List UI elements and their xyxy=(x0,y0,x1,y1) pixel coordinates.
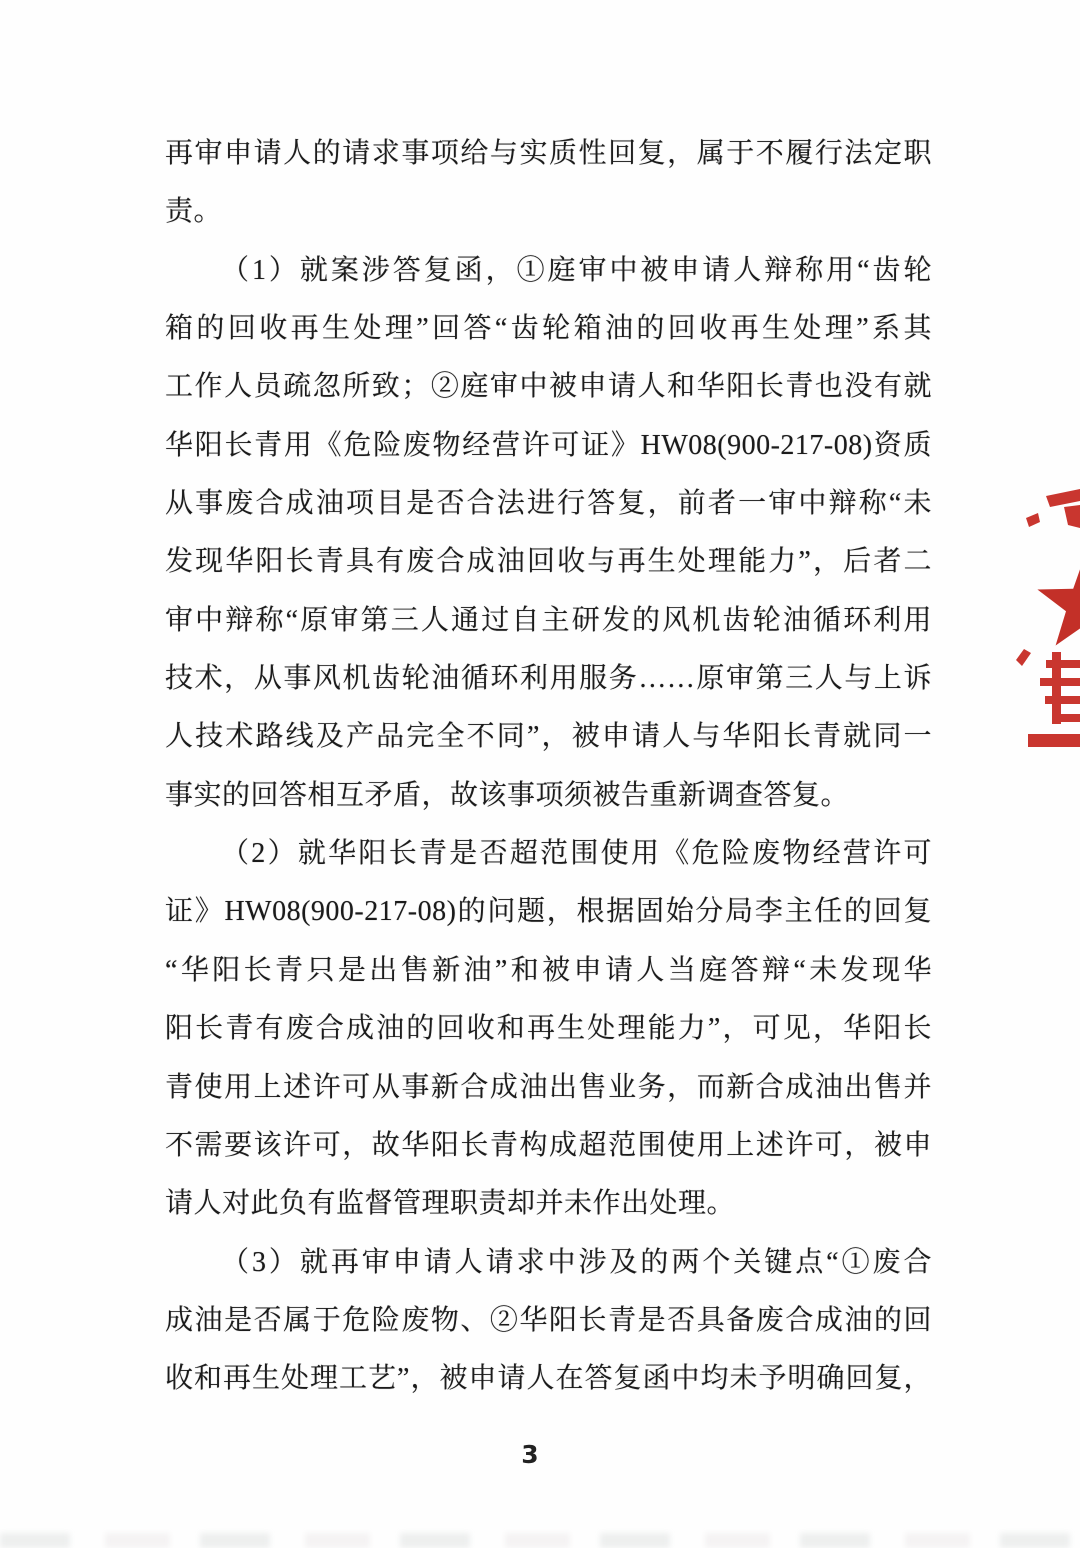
document-line: 人技术路线及产品完全不同”，被申请人与华阳长青就同一 xyxy=(165,721,932,753)
document-line: 箱的回收再生处理”回答“齿轮箱油的回收再生处理”系其 xyxy=(165,313,932,345)
document-line: 证》HW08(900-217-08)的问题，根据固始分局李主任的回复 xyxy=(165,896,932,928)
document-line: 收和再生处理工艺”，被申请人在答复函中均未予明确回复， xyxy=(165,1363,932,1395)
seal-character-fragment-top xyxy=(1026,489,1080,528)
document-line: 发现华阳长青具有废合成油回收与再生处理能力”，后者二 xyxy=(165,546,932,578)
document-line: （3）就再审申请人请求中涉及的两个关键点“①废合 xyxy=(221,1246,932,1278)
document-line: 事实的回答相互矛盾，故该事项须被告重新调查答复。 xyxy=(165,779,850,811)
document-line: 成油是否属于危险废物、②华阳长青是否具备废合成油的回 xyxy=(165,1304,932,1336)
document-line: 技术，从事风机齿轮油循环利用服务……原审第三人与上诉 xyxy=(165,663,932,695)
page-bottom-bleed xyxy=(0,1533,1080,1548)
document-line: （1）就案涉答复函，①庭审中被申请人辩称用“齿轮 xyxy=(221,254,932,286)
seal-character-fragment-bottom xyxy=(1016,649,1080,747)
document-line: 工作人员疏忽所致；②庭审中被申请人和华阳长青也没有就 xyxy=(165,371,932,403)
red-seal-stamp-fragment xyxy=(990,462,1080,772)
document-line: 责。 xyxy=(165,196,223,228)
document-line: 青使用上述许可从事新合成油出售业务，而新合成油出售并 xyxy=(165,1071,932,1103)
document-line: 请人对此负有监督管理职责却并未作出处理。 xyxy=(165,1188,736,1220)
document-line: 华阳长青用《危险废物经营许可证》HW08(900-217-08)资质 xyxy=(165,429,932,461)
document-line: 不需要该许可，故华阳长青构成超范围使用上述许可，被申 xyxy=(165,1129,932,1161)
page-number: 3 xyxy=(521,1440,539,1469)
document-line: 审中辩称“原审第三人通过自主研发的风机齿轮油循环利用 xyxy=(165,604,932,636)
document-line: “华阳长青只是出售新油”和被申请人当庭答辩“未发现华 xyxy=(165,954,932,986)
star-icon xyxy=(1037,555,1080,646)
document-line: 再审申请人的请求事项给与实质性回复，属于不履行法定职 xyxy=(165,138,932,169)
document-line: 从事废合成油项目是否合法进行答复，前者一审中辩称“未 xyxy=(165,488,932,520)
document-line: 阳长青有废合成油的回收和再生处理能力”，可见，华阳长 xyxy=(165,1013,932,1045)
document-body xyxy=(165,125,932,1409)
document-line: （2）就华阳长青是否超范围使用《危险废物经营许可 xyxy=(221,838,932,870)
